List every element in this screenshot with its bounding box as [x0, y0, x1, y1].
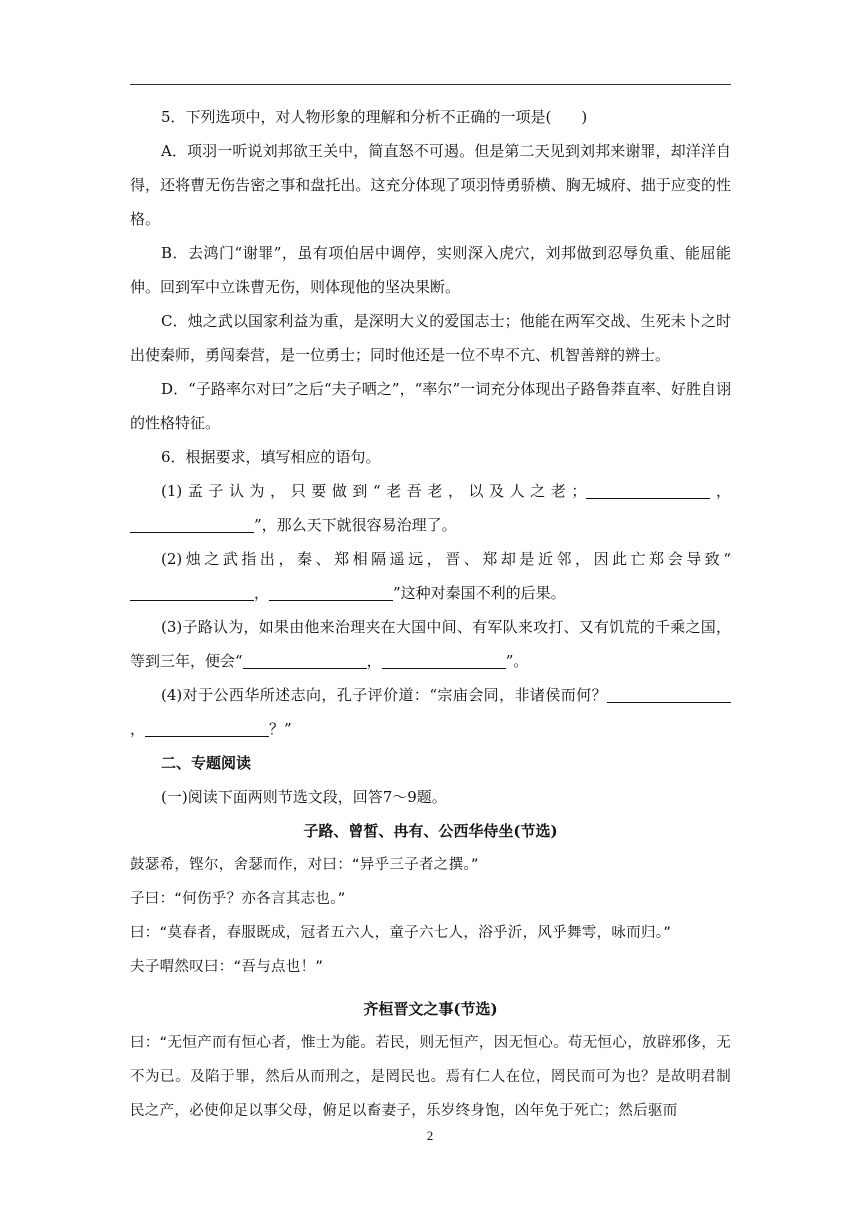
item-4-text-c: ？”	[269, 720, 292, 738]
answer-blank[interactable]	[145, 720, 269, 737]
answer-blank[interactable]	[382, 652, 506, 669]
item-1-text-b: ，	[710, 482, 731, 500]
question-5-stem: 5．下列选项中，对人物形象的理解和分析不正确的一项是( )	[161, 108, 588, 126]
item-3-text-a: (3)子路认为，如果由他来治理夹在大国中间、有军队来攻打、又有饥荒的千乘之国，等到三年，便会“	[130, 618, 731, 670]
item-2-text-a: (2)烛之武指出，秦、郑相隔遥远，晋、郑却是近邻，因此亡郑会导致“	[161, 550, 731, 568]
question-5-option-c: C．烛之武以国家利益为重，是深明大义的爱国志士；他能在两军交战、生死未卜之时出使秦师，勇闯秦营，是一位勇士；同时他还是一位不卑不亢、机智善辩的辨士。	[130, 312, 731, 364]
section-heading: 二、专题阅读	[161, 754, 252, 772]
answer-blank[interactable]	[586, 482, 710, 499]
passage-1-line: 夫子喟然叹曰：“吾与点也！”	[130, 959, 324, 975]
item-4-text-a: (4)对于公西华所述志向，孔子评价道：“宗庙会同，非诸侯而何？	[161, 686, 607, 704]
question-6-item-1	[130, 474, 731, 542]
item-1-text-c: ”，那么天下就很容易治理了。	[254, 516, 457, 534]
question-5-option-d: D．“子路率尔对曰”之后“夫子哂之”，“率尔”一词充分体现出子路鲁莽直率、好胜自诩的性格特征。	[130, 380, 731, 432]
header-rule	[130, 84, 731, 85]
item-4-text-b: ，	[130, 720, 146, 738]
question-6-item-3	[130, 610, 731, 678]
question-5-option-b: B．去鸿门“谢罪”，虽有项伯居中调停，实则深入虎穴，刘邦做到忍辱负重、能屈能伸。回到军中立诛曹无伤，则体现他的坚决果断。	[130, 244, 731, 296]
document-body	[130, 100, 731, 1128]
item-3-text-b: ，	[366, 652, 382, 670]
question-6-stem: 6．根据要求，填写相应的语句。	[161, 448, 381, 466]
question-6-item-4	[130, 678, 731, 746]
item-2-text-b: ，	[254, 584, 270, 602]
passage-2-text: 曰：“无恒产而有恒心者，惟士为能。若民，则无恒产，因无恒心。苟无恒心，放辟邪侈，无不为已。及陷于罪，然后从而刑之，是罔民也。焉有仁人在位，罔民而可为也？是故明君制民之产，必使仰足以事父母，俯足以畜妻子，乐岁终身饱，凶年免于死亡；然后驱而	[130, 1035, 731, 1119]
passage-1-line: 曰：“莫春者，春服既成，冠者五六人，童子六七人，浴乎沂，风乎舞雩，咏而归。”	[130, 925, 672, 941]
passage-1-line: 子曰：“何伤乎？亦各言其志也。”	[130, 891, 346, 907]
page-number: 2	[426, 1128, 434, 1143]
answer-blank[interactable]	[130, 584, 254, 601]
question-5-option-a: A．项羽一听说刘邦欲王关中，简直怒不可遏。但是第二天见到刘邦来谢罪，却洋洋自得，还将曹无伤告密之事和盘托出。这充分体现了项羽恃勇骄横、胸无城府、拙于应变的性格。	[130, 142, 731, 228]
answer-blank[interactable]	[243, 652, 367, 669]
item-1-text-a: (1)孟子认为，只要做到“老吾老，以及人之老；	[161, 482, 587, 500]
answer-blank[interactable]	[130, 516, 254, 533]
item-3-text-c: ”。	[505, 652, 529, 670]
question-6-item-2	[130, 542, 731, 610]
passage-2-title: 齐桓晋文之事(节选)	[363, 1000, 498, 1018]
answer-blank[interactable]	[269, 584, 393, 601]
passage-1-title: 子路、曾皙、冉有、公西华侍坐(节选)	[303, 822, 558, 840]
item-2-text-c: ”这种对秦国不利的后果。	[393, 584, 566, 602]
answer-blank[interactable]	[607, 686, 731, 703]
passage-1-line: 鼓瑟希，铿尔，舍瑟而作，对曰：“异乎三子者之撰。”	[130, 857, 479, 873]
section-intro: (一)阅读下面两则节选文段，回答7～9题。	[161, 788, 447, 806]
